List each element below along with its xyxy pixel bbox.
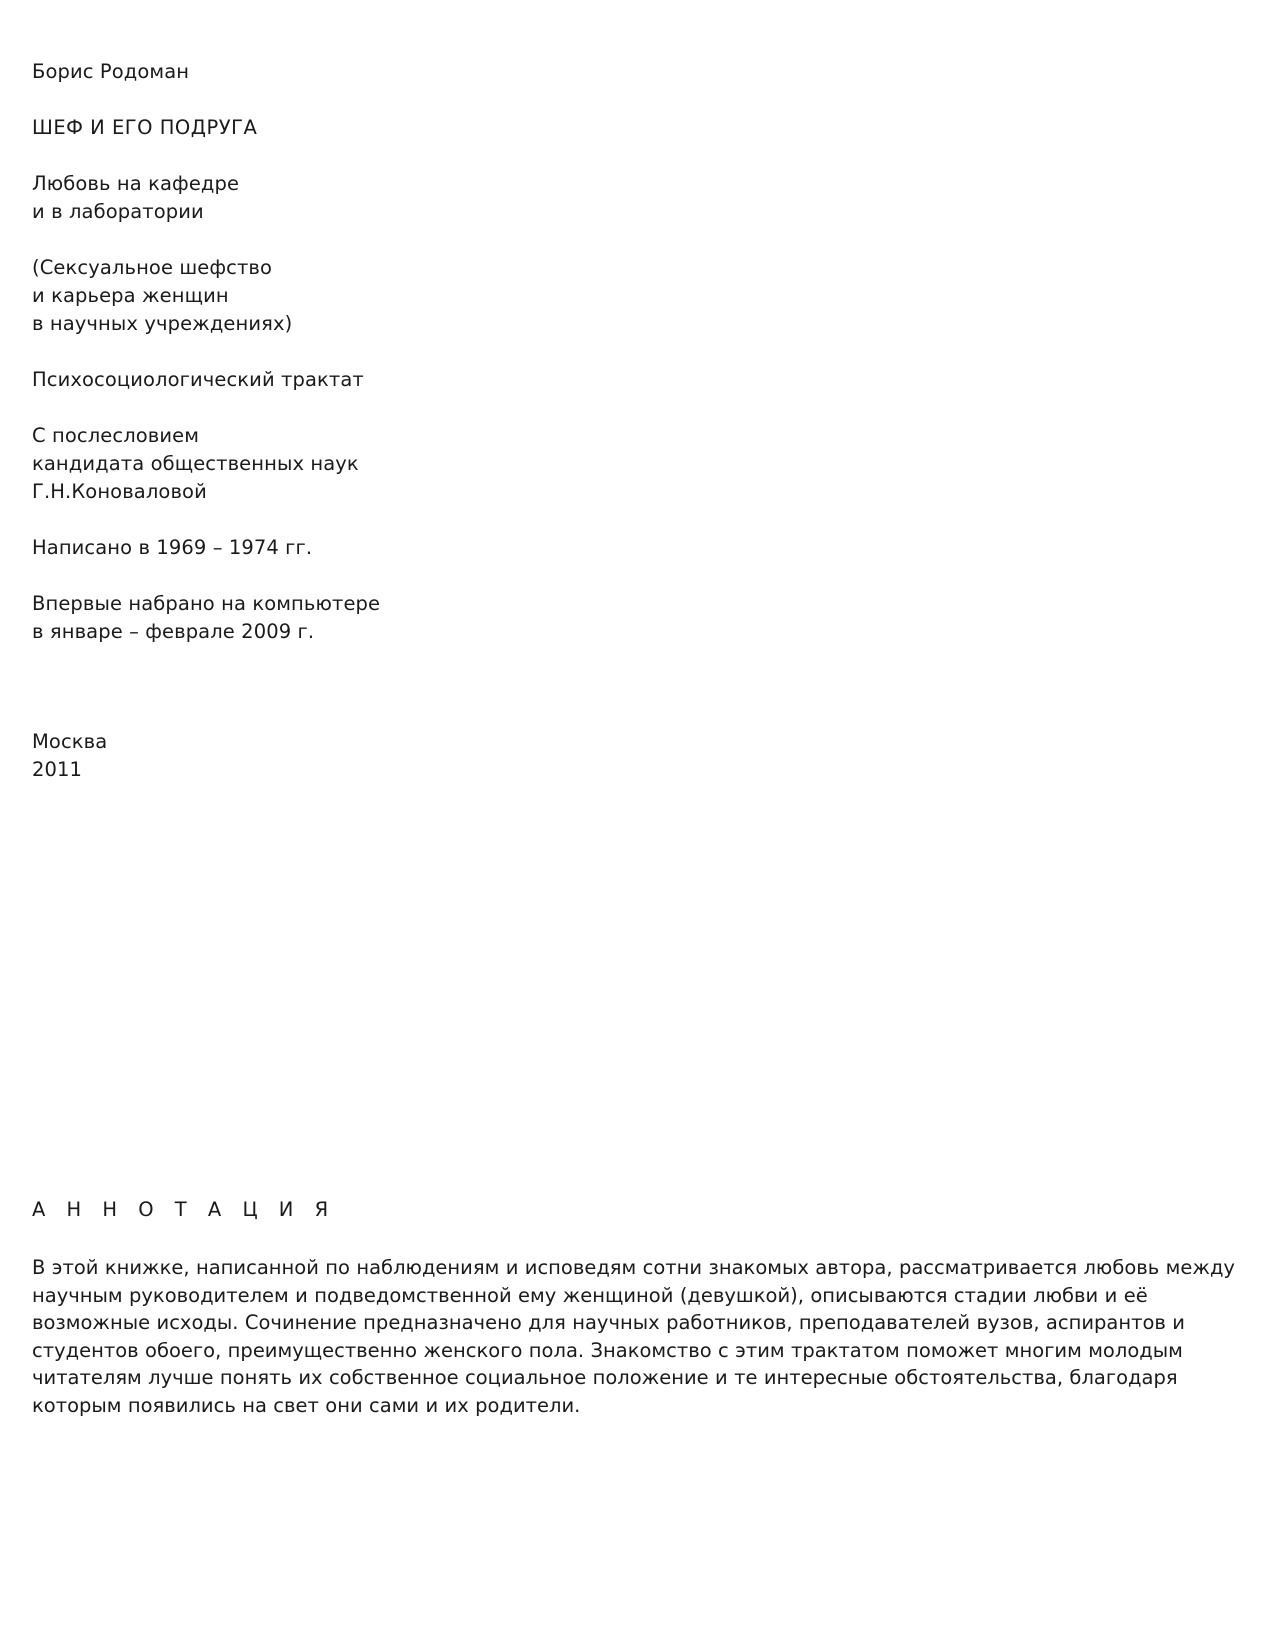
afterword-line-2: кандидата общественных наук — [32, 452, 359, 475]
parenthetical-line-3: в научных учреждениях) — [32, 312, 293, 335]
subtitle-line-1: Любовь на кафедре — [32, 172, 240, 195]
annotation-heading: А Н Н О Т А Ц И Я — [32, 1198, 336, 1221]
afterword-author: Г.Н.Коноваловой — [32, 480, 207, 503]
annotation-body-text: В этой книжке, написанной по наблюдениям и исповедям сотни знакомых автора, рассматривается любовь между научным руководителем и подведомственной ему женщиной (девушкой), описываются стадии любви и её возможные исходы. Сочинение предназначено для научных работников, преподавателей вузов, аспирантов и студентов обоего, преимущественно женского пола. Знакомство с этим трактатом поможет многим молодым читателям лучше понять их собственное социальное положение и те интересные обстоятельства, благодаря которым появились на свет они сами и их родители. — [32, 1256, 1235, 1417]
afterword-line-1: С послесловием — [32, 424, 200, 447]
annotation-section — [32, 1196, 1237, 1419]
afterword-credit-block — [32, 422, 1212, 506]
genre-label: Психосоциологический трактат — [32, 368, 364, 391]
genre-block — [32, 366, 1212, 394]
written-date-block — [32, 534, 1212, 562]
title-block — [32, 114, 1212, 142]
document-title: ШЕФ И ЕГО ПОДРУГА — [32, 116, 258, 139]
author-block — [32, 58, 1212, 86]
imprint-city: Москва — [32, 730, 108, 753]
title-page-block — [32, 58, 1212, 812]
parenthetical-line-1: (Сексуальное шефство — [32, 256, 273, 279]
typeset-line-2: в январе – феврале 2009 г. — [32, 620, 315, 643]
subtitle-line-2: и в лаборатории — [32, 200, 204, 223]
parenthetical-line-2: и карьера женщин — [32, 284, 229, 307]
subtitle-block — [32, 170, 1212, 226]
written-date-note: Написано в 1969 – 1974 гг. — [32, 536, 313, 559]
parenthetical-subtitle-block — [32, 254, 1212, 338]
author-name: Борис Родоман — [32, 60, 190, 83]
typeset-line-1: Впервые набрано на компьютере — [32, 592, 381, 615]
imprint-block — [32, 728, 1212, 784]
imprint-year: 2011 — [32, 758, 83, 781]
typeset-note-block — [32, 590, 1212, 646]
